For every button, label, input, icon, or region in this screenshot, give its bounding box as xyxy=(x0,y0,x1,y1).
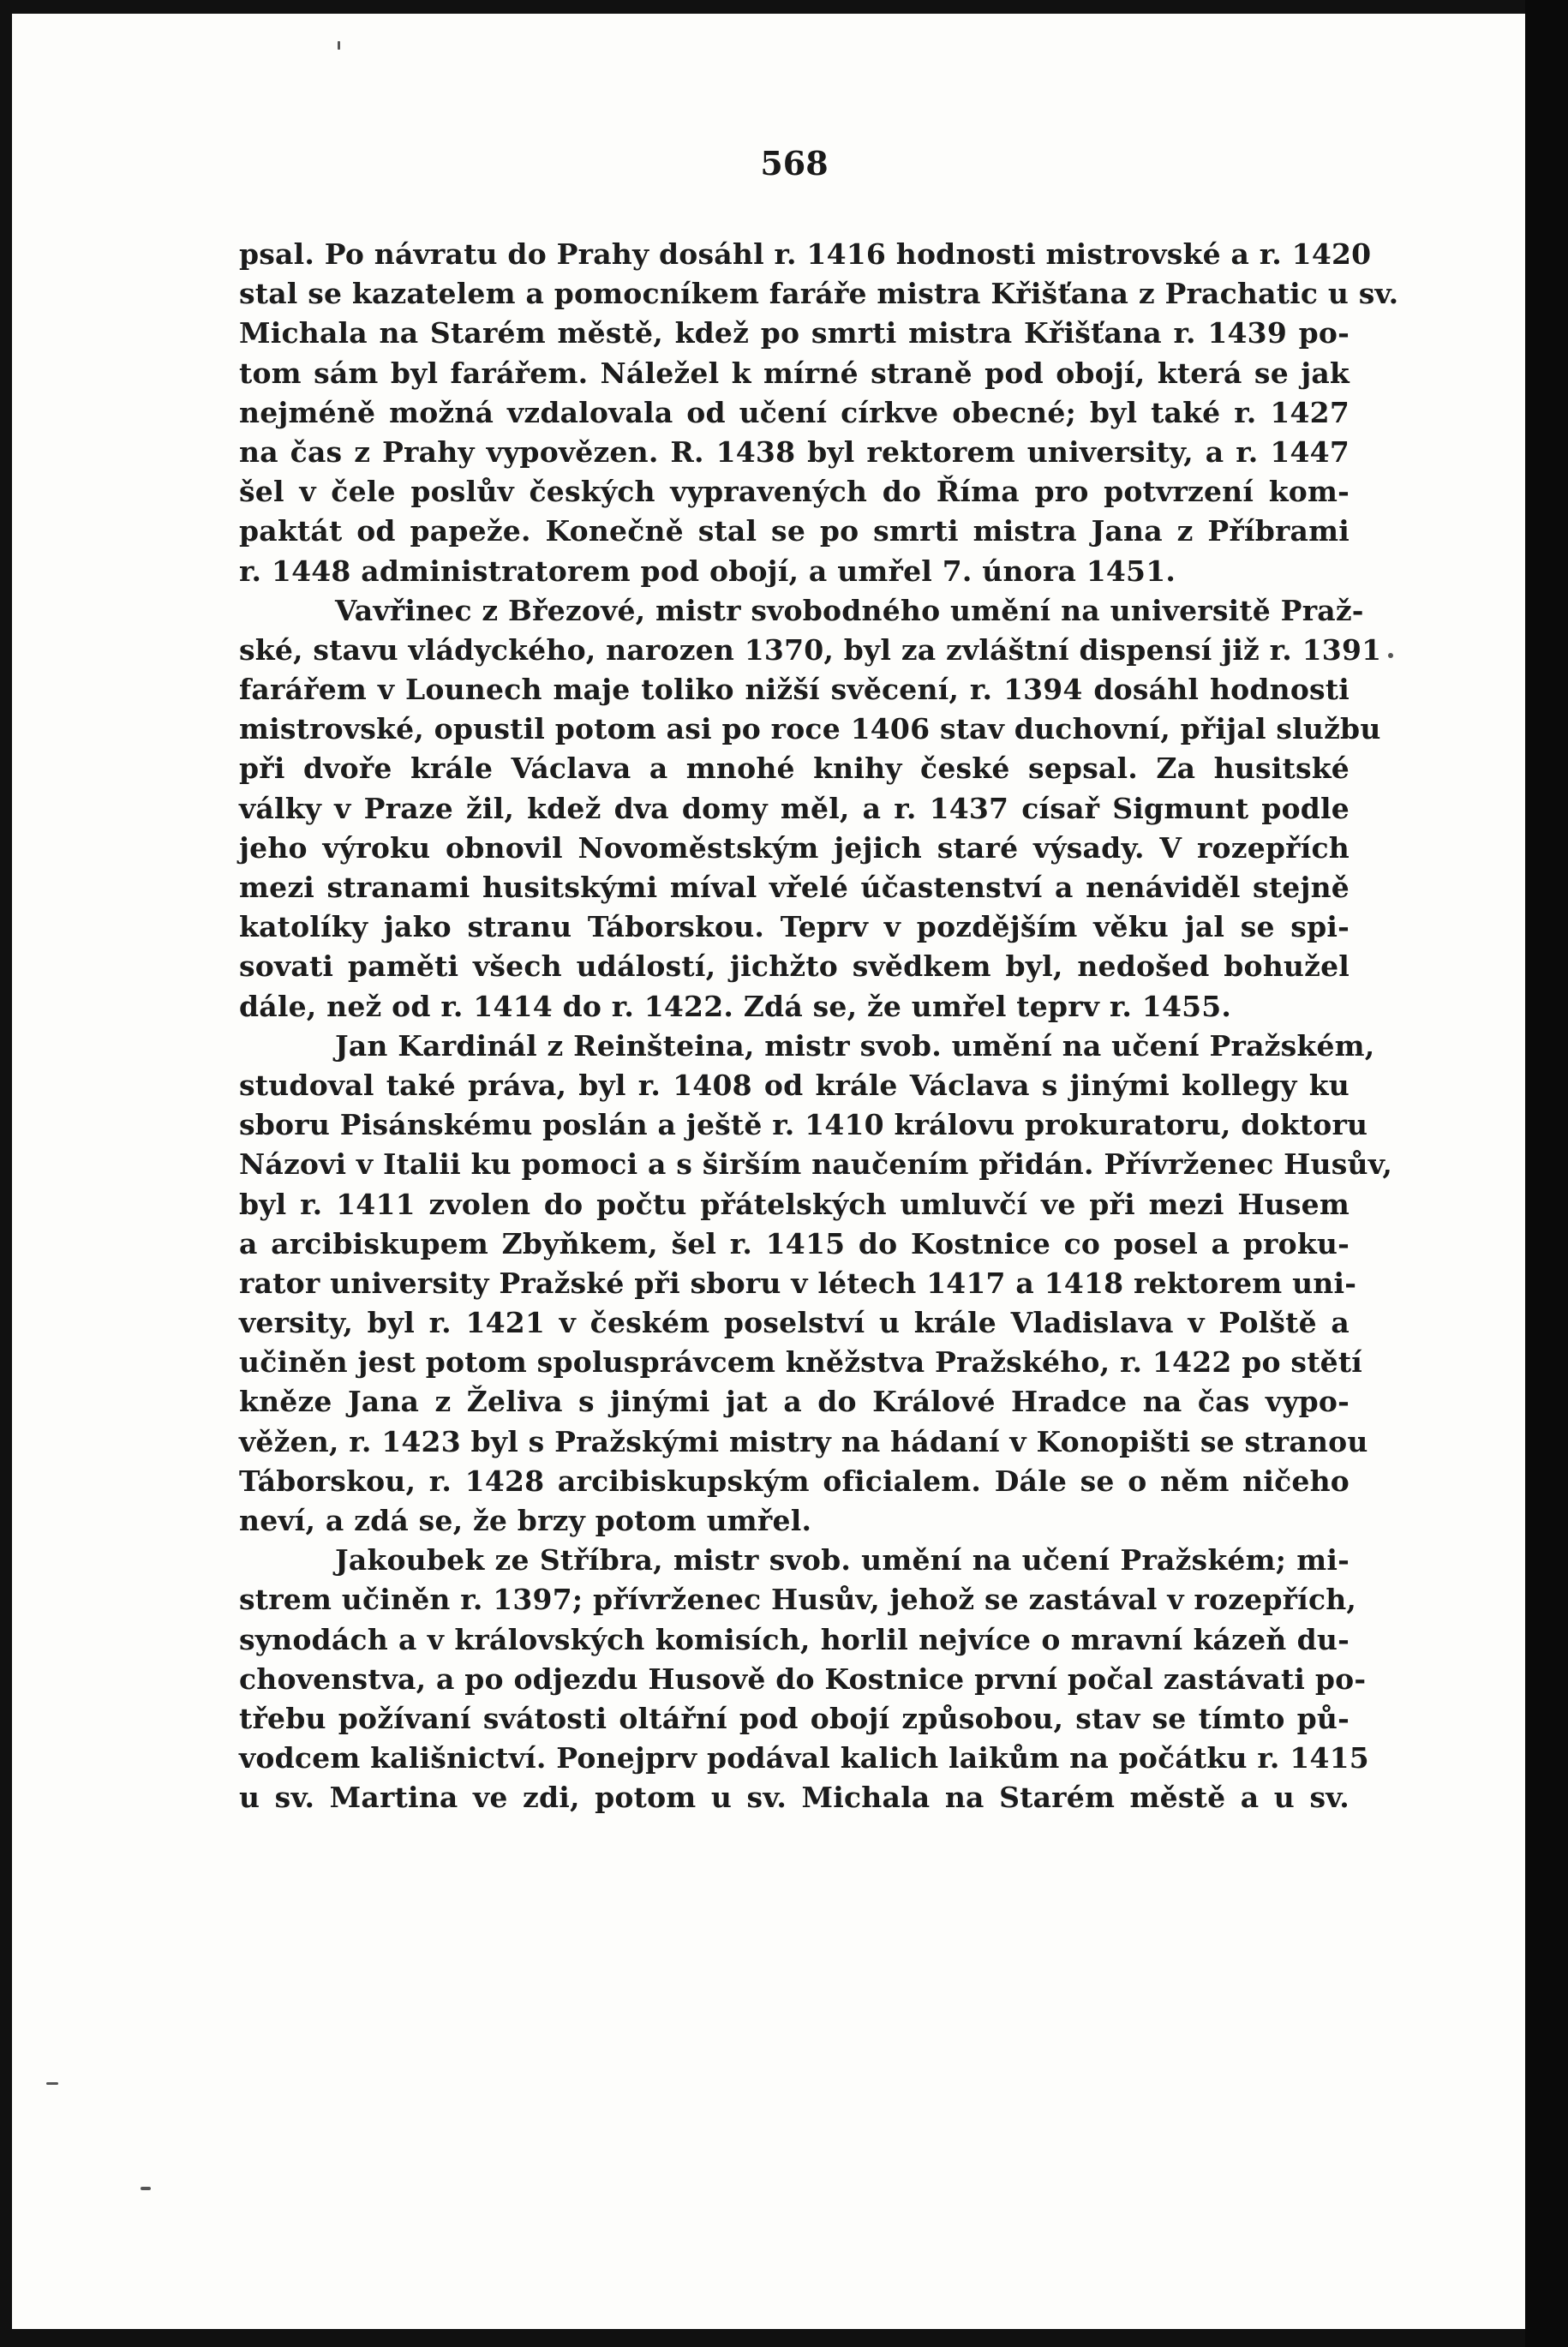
text-line: ské, stavu vládyckého, narozen 1370, byl za zvláštní dispensí již r. 1391 xyxy=(239,632,1382,667)
scan-speck xyxy=(338,41,340,50)
text-line: farářem v Lounech maje toliko nižší svěcení, r. 1394 dosáhl hodnosti xyxy=(239,673,1350,707)
text-line: byl r. 1411 zvolen do počtu přátelských umluvčí ve při mezi Husem xyxy=(239,1187,1350,1221)
text-line: šel v čele poslův českých vypravených do Říma pro potvrzení kom- xyxy=(239,475,1350,509)
text-line: strem učiněn r. 1397; přívrženec Husův, jehož se zastával v rozepřích, xyxy=(239,1583,1357,1617)
text-line: mistrovské, opustil potom asi po roce 1406 stav duchovní, přijal službu xyxy=(239,712,1381,746)
text-line: třebu požívaní svátosti oltářní pod obojí způsobou, stav se tímto pů- xyxy=(239,1701,1350,1735)
paragraph-start-line: Jakoubek ze Stříbra, mistr svob. umění na učení Pražském; mi- xyxy=(335,1543,1350,1578)
text-line: studoval také práva, byl r. 1408 od krále Václava s jinými kollegy ku xyxy=(239,1068,1350,1102)
text-line: Názovi v Italii ku pomoci a s širším naučením přidán. Přívrženec Husův, xyxy=(239,1147,1393,1182)
text-line: kněze Jana z Želiva s jinými jat a do Králové Hradce na čas vypo- xyxy=(239,1385,1350,1419)
text-line: psal. Po návratu do Prahy dosáhl r. 1416 hodnosti mistrovské a r. 1420 xyxy=(239,237,1372,271)
text-line: Táborskou, r. 1428 arcibiskupským oficialem. Dále se o něm ničeho xyxy=(239,1464,1350,1498)
text-line: r. 1448 administratorem pod obojí, a umřel 7. února 1451. xyxy=(239,554,1176,588)
text-line: paktát od papeže. Konečně stal se po smrti mistra Jana z Příbrami xyxy=(239,514,1350,548)
scan-speck xyxy=(46,2082,58,2085)
paragraph-start-line: Jan Kardinál z Reinšteina, mistr svob. umění na učení Pražském, xyxy=(335,1028,1375,1063)
text-line: vodcem kališnictví. Ponejprv podával kalich laikům na počátku r. 1415 xyxy=(239,1741,1369,1775)
text-line: katolíky jako stranu Táborskou. Teprv v pozdějším věku jal se spi- xyxy=(239,910,1350,944)
text-line: dále, než od r. 1414 do r. 1422. Zdá se, že umřel teprv r. 1455. xyxy=(239,989,1232,1023)
text-line: chovenstva, a po odjezdu Husově do Kostnice první počal zastávati po- xyxy=(239,1661,1367,1696)
paragraph-start-line: Vavřinec z Březové, mistr svobodného umění na universitě Praž- xyxy=(335,593,1364,627)
text-line: jeho výroku obnovil Novoměstským jejich staré výsady. V rozepřích xyxy=(239,830,1350,865)
text-line: rator university Pražské při sboru v létech 1417 a 1418 rektorem uni- xyxy=(239,1266,1357,1300)
text-line: sovati paměti všech událostí, jichžto svědkem byl, nedošed bohužel xyxy=(239,949,1350,984)
scan-right-edge xyxy=(1525,0,1568,2347)
text-line: nejméně možná vzdalovala od učení církve obecné; byl také r. 1427 xyxy=(239,395,1350,429)
text-line: sboru Pisánskému poslán a ještě r. 1410 královu prokuratoru, doktoru xyxy=(239,1108,1368,1142)
book-page xyxy=(12,14,1525,2329)
page-number: 568 xyxy=(760,144,829,183)
text-line: synodách a v královských komisích, horlil nejvíce o mravní kázeň du- xyxy=(239,1622,1350,1656)
text-line: a arcibiskupem Zbyňkem, šel r. 1415 do Kostnice co posel a proku- xyxy=(239,1226,1350,1260)
scan-speck xyxy=(1388,653,1393,658)
text-line: války v Praze žil, kdež dva domy měl, a r. 1437 císař Sigmunt podle xyxy=(239,791,1350,825)
text-line: na čas z Prahy vypovězen. R. 1438 byl rektorem university, a r. 1447 xyxy=(239,434,1350,469)
text-line: neví, a zdá se, že brzy potom umřel. xyxy=(239,1504,812,1537)
text-line: u sv. Martina ve zdi, potom u sv. Michala na Starém městě a u sv. xyxy=(239,1781,1350,1815)
text-line: mezi stranami husitskými míval vřelé účastenství a nenáviděl stejně xyxy=(239,871,1350,904)
scan-speck xyxy=(141,2187,151,2190)
text-line: Michala na Starém městě, kdež po smrti mistra Křišťana r. 1439 po- xyxy=(239,316,1350,350)
text-line: versity, byl r. 1421 v českém poselství u krále Vladislava v Polště a xyxy=(239,1306,1350,1340)
text-line: při dvoře krále Václava a mnohé knihy české sepsal. Za husitské xyxy=(239,751,1350,786)
text-line: věžen, r. 1423 byl s Pražskými mistry na hádaní v Konopišti se stranou xyxy=(239,1424,1368,1458)
text-line: stal se kazatelem a pomocníkem faráře mistra Křišťana z Prachatic u sv. xyxy=(239,277,1399,311)
text-line: učiněn jest potom spolusprávcem kněžstva Pražského, r. 1422 po stětí xyxy=(239,1345,1363,1380)
body-text xyxy=(239,235,1399,1818)
text-line: tom sám byl farářem. Náležel k mírné straně pod obojí, která se jak xyxy=(239,356,1350,390)
